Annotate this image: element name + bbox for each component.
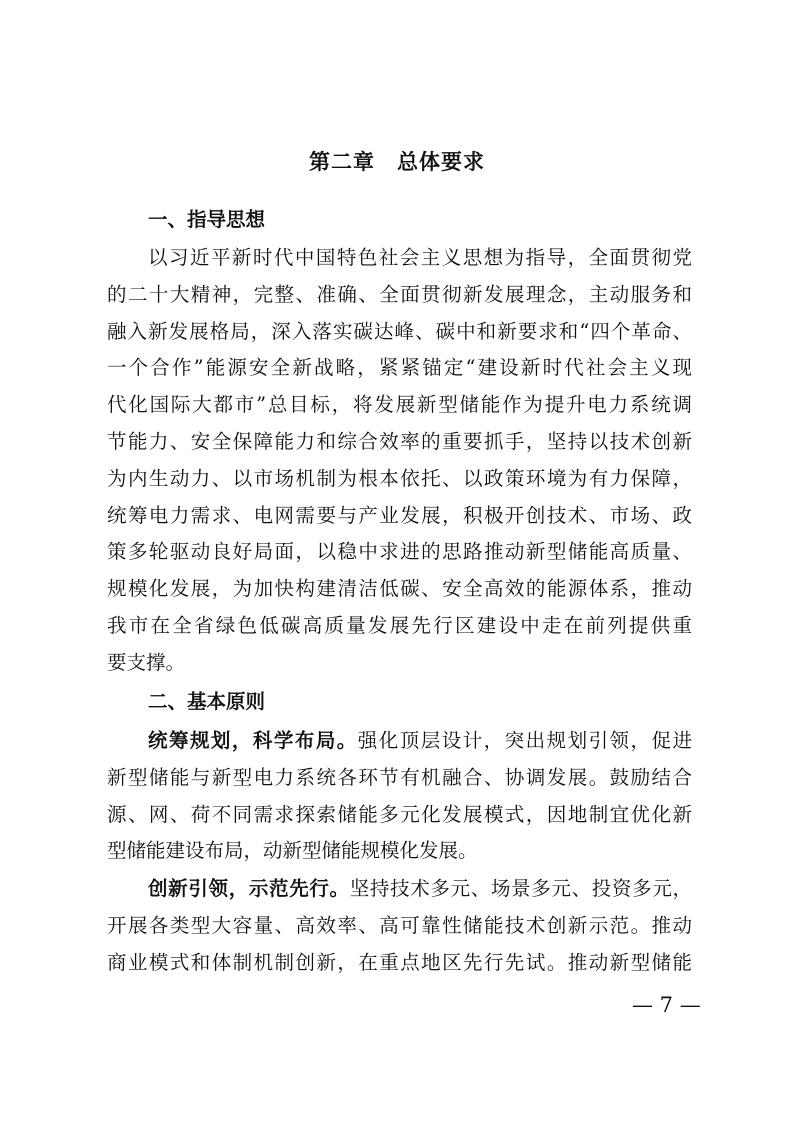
paragraph-line: 新型储能与新型电力系统各环节有机融合、协调发展。鼓励结合 — [107, 765, 692, 789]
guiding-ideology-paragraph — [107, 240, 692, 682]
page-number: — 7 — — [632, 993, 701, 1017]
principle-paragraph-innovation — [107, 871, 692, 981]
paragraph-line: 型储能建设布局，动新型储能规模化发展。 — [107, 839, 478, 863]
principle-lead: 统筹规划，科学布局。 — [148, 729, 358, 752]
chapter-number: 第二章 — [309, 150, 375, 174]
paragraph-line: 统筹电力需求、电网需要与产业发展，积极开创技术、市场、政 — [107, 503, 692, 527]
paragraph-line: 融入新发展格局，深入落实碳达峰、碳中和新要求和“四个革命、 — [107, 319, 692, 343]
paragraph-line: 代化国际大都市”总目标，将发展新型储能作为提升电力系统调 — [107, 393, 692, 417]
principle-lead: 创新引领，示范先行。 — [148, 877, 350, 900]
paragraph-line: 规模化发展，为加快构建清洁低碳、安全高效的能源体系，推动 — [107, 577, 692, 601]
paragraph-line: 我市在全省绿色低碳高质量发展先行区建设中走在前列提供重 — [107, 613, 692, 637]
paragraph-line: 策多轮驱动良好局面，以稳中求进的思路推动新型储能高质量、 — [107, 540, 692, 564]
chapter-name: 总体要求 — [397, 150, 485, 174]
paragraph-line: 节能力、安全保障能力和综合效率的重要抓手，坚持以技术创新 — [107, 429, 692, 453]
paragraph-line: 以习近平新时代中国特色社会主义思想为指导，全面贯彻党 — [148, 246, 692, 269]
section-heading-guiding-ideology: 一、指导思想 — [148, 208, 266, 231]
paragraph-line: 创新引领，示范先行。坚持技术多元、场景多元、投资多元， — [148, 877, 692, 900]
paragraph-line: 要支撑。 — [107, 650, 186, 674]
paragraph-line: 源、网、荷不同需求探索储能多元化发展模式，因地制宜优化新 — [107, 802, 692, 826]
paragraph-line: 一个合作”能源安全新战略，紧紧锚定“建设新时代社会主义现 — [107, 356, 692, 380]
paragraph-line: 统筹规划，科学布局。强化顶层设计，突出规划引领，促进 — [148, 729, 692, 752]
paragraph-line: 开展各类型大容量、高效率、高可靠性储能技术创新示范。推动 — [107, 913, 692, 937]
chapter-title — [0, 146, 794, 178]
paragraph-line: 商业模式和体制机制创新，在重点地区先行先试。推动新型储能 — [107, 950, 692, 974]
section-heading-basic-principles: 二、基本原则 — [148, 690, 266, 713]
paragraph-line: 的二十大精神，完整、准确、全面贯彻新发展理念，主动服务和 — [107, 282, 692, 306]
principle-paragraph-planning — [107, 723, 692, 870]
paragraph-line: 为内生动力、以市场机制为根本依托、以政策环境为有力保障， — [107, 466, 692, 490]
